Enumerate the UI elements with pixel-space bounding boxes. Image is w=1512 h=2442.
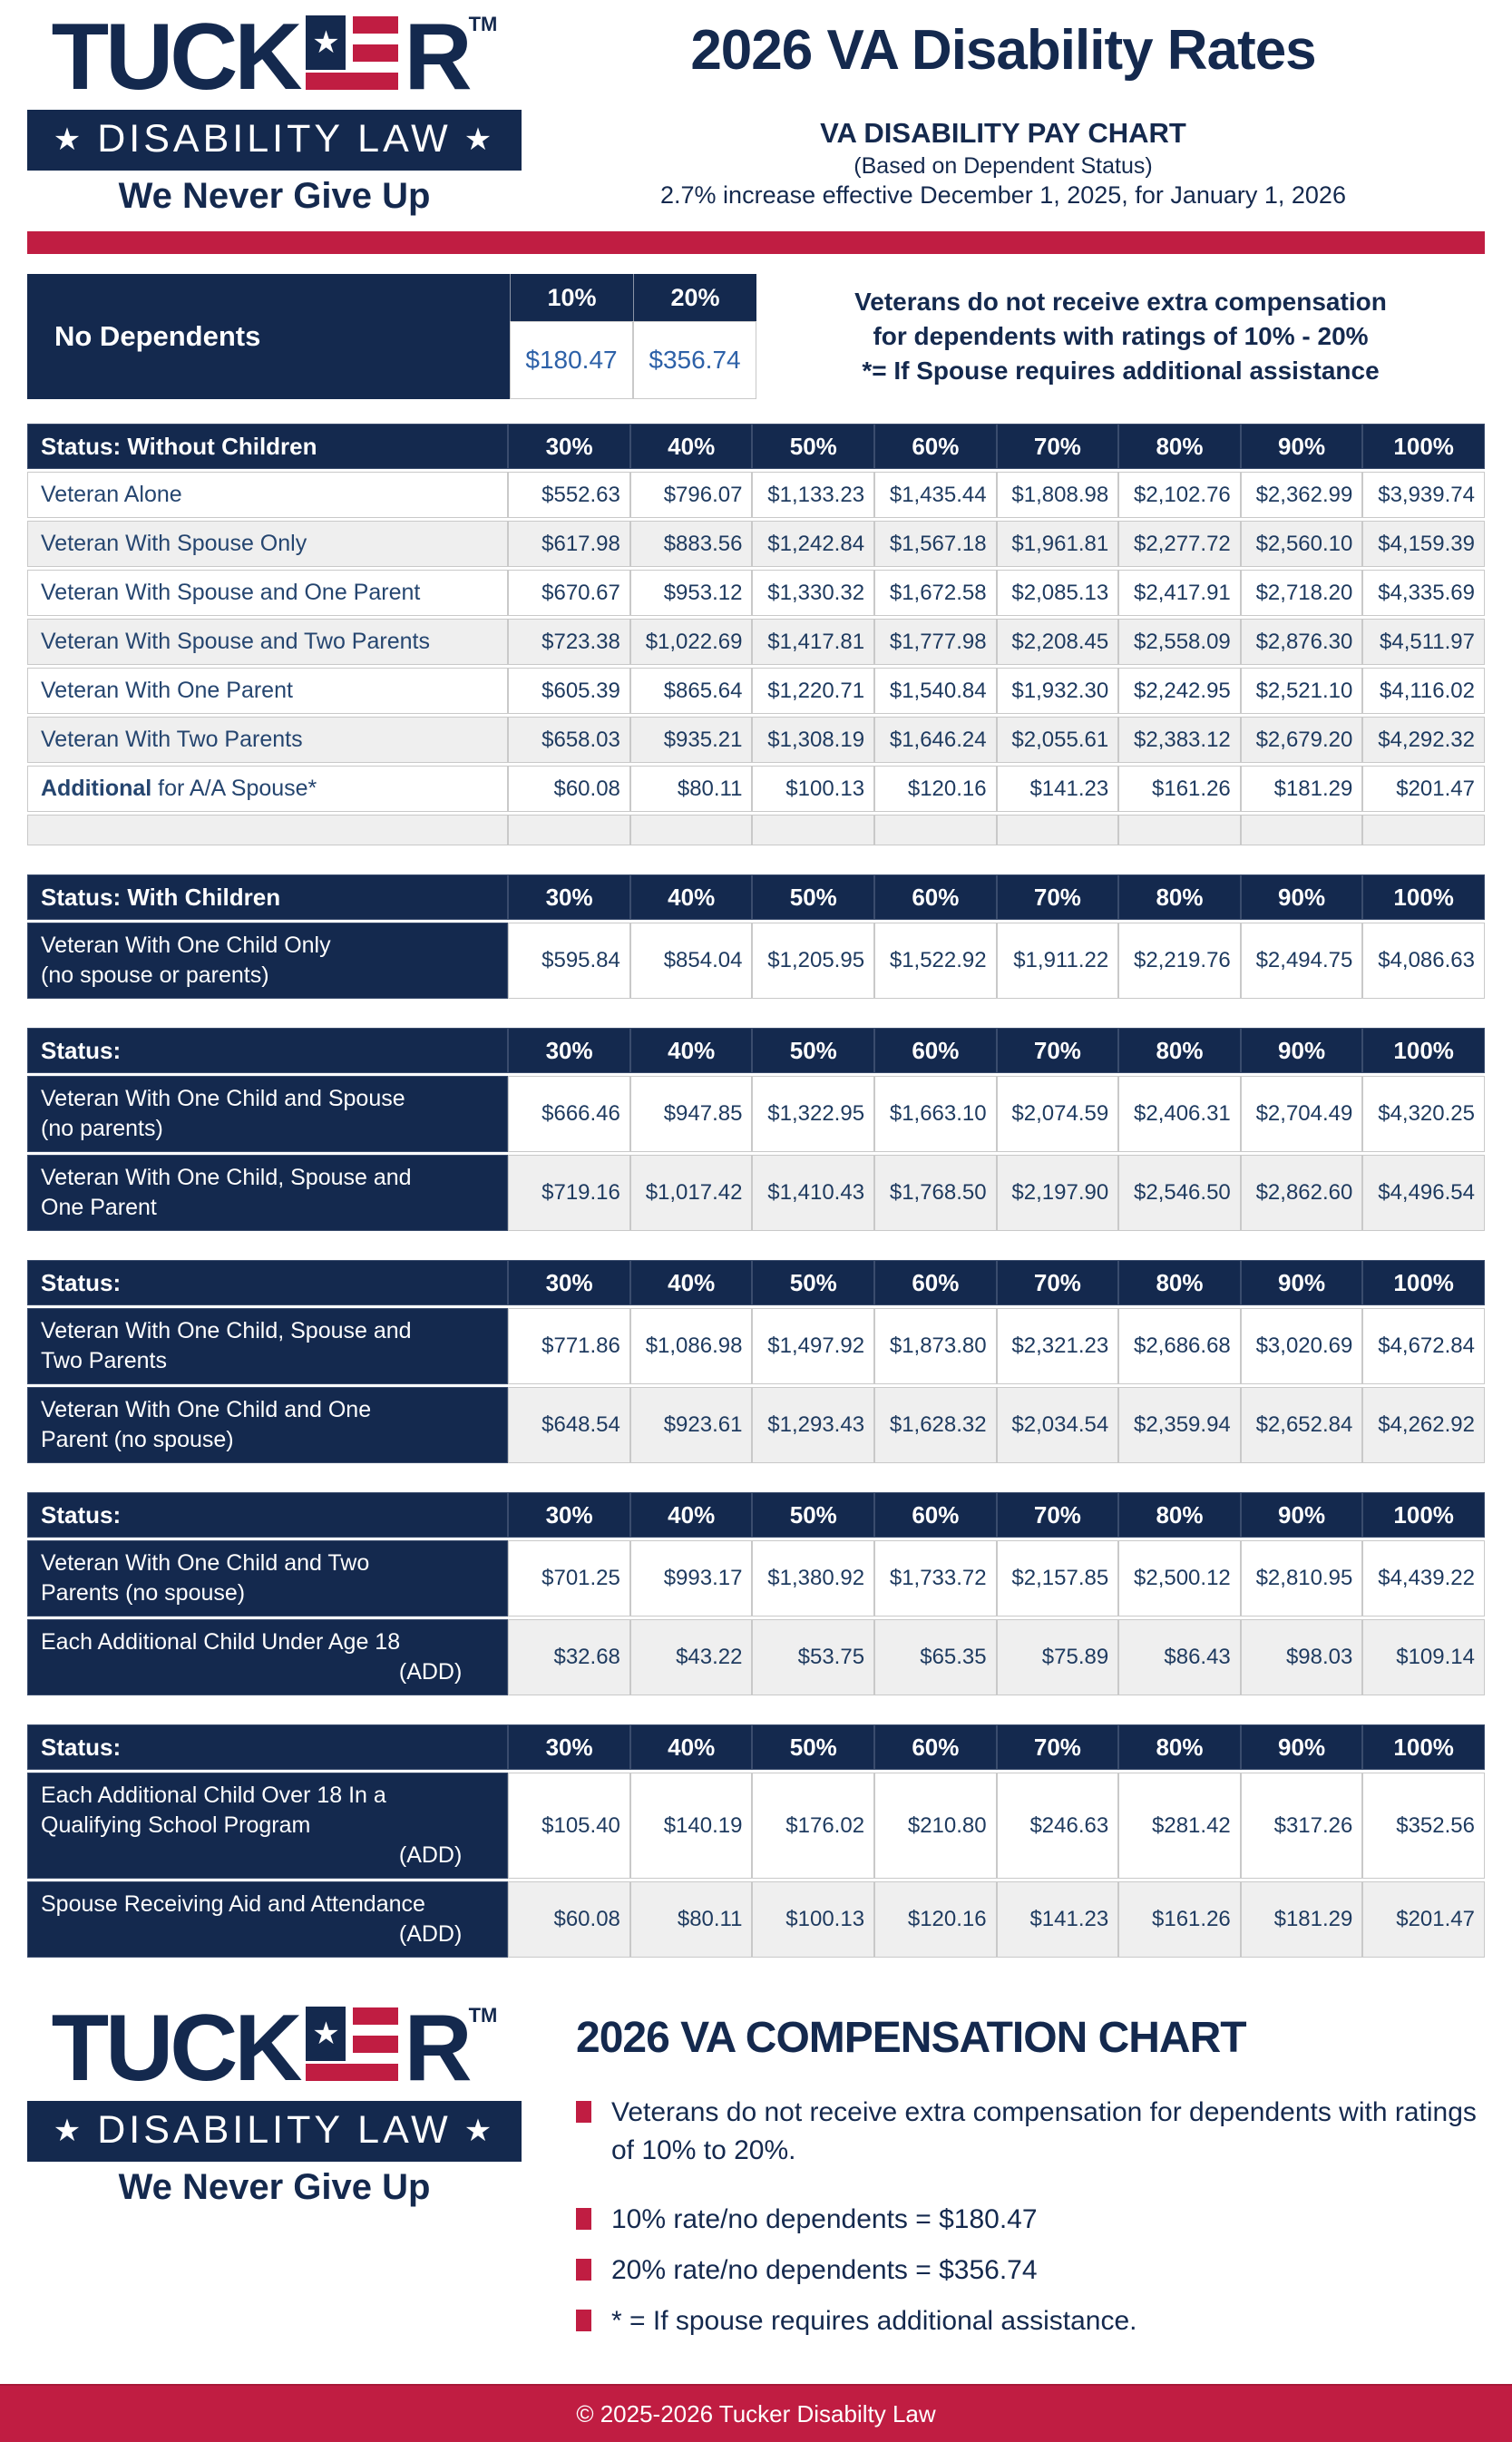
table-row [27, 619, 1485, 665]
rate-value-cell: $1,540.84 [874, 668, 997, 714]
row-label: Veteran With One Child, Spouse and One Parent [27, 1155, 508, 1231]
rate-value-cell: $246.63 [997, 1773, 1119, 1879]
row-label: Additional for A/A Spouse* [27, 766, 508, 812]
table-status-header: Status: [27, 1028, 508, 1073]
percent-column-header: 90% [1241, 1260, 1363, 1305]
percent-column-header: 80% [1118, 1028, 1241, 1073]
rate-value-cell: $2,862.60 [1241, 1155, 1363, 1231]
add-tag: (ADD) [398, 1921, 463, 1947]
rate-value-cell: $100.13 [752, 766, 874, 812]
rate-value-cell: $1,663.10 [874, 1076, 997, 1152]
rate-value-cell: $201.47 [1362, 1881, 1485, 1958]
rate-value-cell: $1,017.42 [630, 1155, 753, 1231]
rate-value-cell: $701.25 [508, 1540, 630, 1617]
percent-column-header: 50% [752, 874, 874, 920]
rate-value-cell: $2,034.54 [997, 1387, 1119, 1463]
rate-value-cell: $4,320.25 [1362, 1076, 1485, 1152]
rate-value-cell: $1,672.58 [874, 570, 997, 616]
rate-value-cell: $53.75 [752, 1619, 874, 1695]
rate-value-cell: $60.08 [508, 766, 630, 812]
rate-value-cell: $2,704.49 [1241, 1076, 1363, 1152]
rate-value-cell: $4,116.02 [1362, 668, 1485, 714]
rate-value-cell: $796.07 [630, 472, 753, 518]
flag-canton-star-icon: ★ [306, 15, 346, 70]
rate-value-cell: $1,808.98 [997, 472, 1119, 518]
percent-column-header: 40% [630, 874, 753, 920]
rate-value-cell: $658.03 [508, 717, 630, 763]
rate-value-cell: $86.43 [1118, 1619, 1241, 1695]
rate-value-cell: $2,208.45 [997, 619, 1119, 665]
rate-value-cell: $935.21 [630, 717, 753, 763]
rate-value-cell: $3,020.69 [1241, 1308, 1363, 1384]
rate-value-cell: $1,646.24 [874, 717, 997, 763]
rate-value-cell: $2,560.10 [1241, 521, 1363, 567]
percent-column-header: 40% [630, 1724, 753, 1770]
table-row [27, 1619, 1485, 1695]
rate-value-cell: $1,322.95 [752, 1076, 874, 1152]
bottom-section [27, 1996, 1485, 2353]
note-line-3: *= If Spouse requires additional assistance [862, 356, 1380, 385]
no-dependents-col-10: 10% [510, 274, 633, 321]
subtitle: VA DISABILITY PAY CHART [820, 117, 1186, 149]
rate-value-cell: $947.85 [630, 1076, 753, 1152]
rate-value-cell: $552.63 [508, 472, 630, 518]
red-divider-bar [27, 231, 1485, 254]
rate-value-cell: $2,500.12 [1118, 1540, 1241, 1617]
trademark-symbol: TM [468, 2004, 498, 2027]
row-label: Veteran Alone [27, 472, 508, 518]
rate-value-cell: $1,410.43 [752, 1155, 874, 1231]
rate-value-cell: $1,768.50 [874, 1155, 997, 1231]
rate-value-cell: $1,330.32 [752, 570, 874, 616]
row-label: Veteran With One Child and One Parent (no spouse) [27, 1387, 508, 1463]
rate-value-cell: $75.89 [997, 1619, 1119, 1695]
rate-value-cell: $1,293.43 [752, 1387, 874, 1463]
percent-column-header: 90% [1241, 424, 1363, 469]
rate-value-cell: $98.03 [1241, 1619, 1363, 1695]
table-row [27, 766, 1485, 812]
rate-value-cell: $617.98 [508, 521, 630, 567]
percent-column-header: 30% [508, 1260, 630, 1305]
bullet-square-icon [576, 2101, 591, 2123]
table-row [27, 472, 1485, 518]
table-status-header: Status: [27, 1492, 508, 1538]
rate-value-cell: $109.14 [1362, 1619, 1485, 1695]
flag-icon [306, 15, 398, 103]
logo-word-end: R [404, 5, 469, 110]
rate-value-cell: $1,133.23 [752, 472, 874, 518]
no-dependents-col-20: 20% [633, 274, 756, 321]
rate-value-cell: $2,679.20 [1241, 717, 1363, 763]
rate-value-cell: $43.22 [630, 1619, 753, 1695]
bullet-text: 20% rate/no dependents = $356.74 [611, 2255, 1038, 2285]
note-line-1: Veterans do not receive extra compensation [854, 288, 1387, 316]
rate-value-cell: $281.42 [1118, 1773, 1241, 1879]
table-row [27, 1540, 1485, 1617]
rate-value-cell: $2,242.95 [1118, 668, 1241, 714]
rate-value-cell: $865.64 [630, 668, 753, 714]
star-icon: ★ [463, 122, 496, 157]
no-dependents-rate-20: $356.74 [633, 321, 756, 399]
rate-value-cell: $1,628.32 [874, 1387, 997, 1463]
rate-value-cell: $60.08 [508, 1881, 630, 1958]
rate-table [27, 872, 1485, 1001]
logo-disability-law-bar [27, 110, 522, 171]
logo-tagline: We Never Give Up [118, 176, 431, 216]
rate-value-cell: $100.13 [752, 1881, 874, 1958]
percent-column-header: 60% [874, 1724, 997, 1770]
percent-column-header: 40% [630, 1260, 753, 1305]
rate-value-cell: $4,511.97 [1362, 619, 1485, 665]
rate-value-cell: $2,362.99 [1241, 472, 1363, 518]
rate-value-cell: $1,380.92 [752, 1540, 874, 1617]
flag-icon [306, 2007, 398, 2094]
percent-column-header: 70% [997, 1492, 1119, 1538]
table-row [27, 1308, 1485, 1384]
rate-value-cell: $181.29 [1241, 1881, 1363, 1958]
rate-value-cell: $2,876.30 [1241, 619, 1363, 665]
table-row [27, 1076, 1485, 1152]
rate-value-cell: $2,055.61 [997, 717, 1119, 763]
rate-value-cell: $4,292.32 [1362, 717, 1485, 763]
percent-column-header: 50% [752, 1260, 874, 1305]
copyright-text: © 2025-2026 Tucker Disabilty Law [576, 2399, 936, 2427]
rate-value-cell: $1,022.69 [630, 619, 753, 665]
rate-value-cell: $140.19 [630, 1773, 753, 1879]
rate-value-cell: $2,558.09 [1118, 619, 1241, 665]
bullet-text: 10% rate/no dependents = $180.47 [611, 2204, 1038, 2234]
row-label: Veteran With Two Parents [27, 717, 508, 763]
rate-value-cell: $670.67 [508, 570, 630, 616]
no-dependents-section [27, 274, 1485, 399]
rate-value-cell: $4,439.22 [1362, 1540, 1485, 1617]
row-label: Veteran With One Child Only (no spouse or parents) [27, 923, 508, 999]
rate-value-cell: $1,308.19 [752, 717, 874, 763]
percent-column-header: 60% [874, 1260, 997, 1305]
bullet-item [576, 2302, 1485, 2340]
rate-value-cell: $120.16 [874, 1881, 997, 1958]
rate-value-cell: $201.47 [1362, 766, 1485, 812]
percent-column-header: 100% [1362, 1260, 1485, 1305]
no-dependents-rate-10: $180.47 [510, 321, 633, 399]
rate-value-cell: $854.04 [630, 923, 753, 999]
percent-column-header: 70% [997, 1028, 1119, 1073]
percent-column-header: 100% [1362, 874, 1485, 920]
rate-table [27, 421, 1485, 848]
rate-value-cell: $1,497.92 [752, 1308, 874, 1384]
rate-value-cell: $2,321.23 [997, 1308, 1119, 1384]
table-row [27, 1881, 1485, 1958]
rate-value-cell: $2,219.76 [1118, 923, 1241, 999]
percent-column-header: 60% [874, 1492, 997, 1538]
subtitle-basis: (Based on Dependent Status) [854, 153, 1153, 179]
table-row [27, 1387, 1485, 1463]
table-row [27, 521, 1485, 567]
row-label: Veteran With Spouse Only [27, 521, 508, 567]
rate-value-cell: $4,335.69 [1362, 570, 1485, 616]
rate-value-cell: $595.84 [508, 923, 630, 999]
spacer-row [27, 815, 1485, 845]
rate-value-cell: $32.68 [508, 1619, 630, 1695]
rate-value-cell: $1,961.81 [997, 521, 1119, 567]
rate-value-cell: $648.54 [508, 1387, 630, 1463]
percent-column-header: 80% [1118, 424, 1241, 469]
rate-value-cell: $2,102.76 [1118, 472, 1241, 518]
rate-value-cell: $2,359.94 [1118, 1387, 1241, 1463]
rate-value-cell: $105.40 [508, 1773, 630, 1879]
rate-value-cell: $1,911.22 [997, 923, 1119, 999]
percent-column-header: 50% [752, 1028, 874, 1073]
percent-column-header: 50% [752, 1492, 874, 1538]
percent-column-header: 50% [752, 1724, 874, 1770]
star-icon: ★ [463, 2113, 496, 2148]
bullet-item [576, 2201, 1485, 2239]
logo-tagline: We Never Give Up [118, 2167, 431, 2207]
percent-column-header: 70% [997, 1724, 1119, 1770]
rate-value-cell: $719.16 [508, 1155, 630, 1231]
logo-disability-law-bar [27, 2101, 522, 2162]
percent-column-header: 90% [1241, 1028, 1363, 1073]
rate-value-cell: $2,277.72 [1118, 521, 1241, 567]
footer-bar [0, 2384, 1512, 2442]
rate-value-cell: $993.17 [630, 1540, 753, 1617]
rate-value-cell: $1,522.92 [874, 923, 997, 999]
rate-table [27, 1257, 1485, 1466]
header-titles [522, 13, 1485, 210]
rate-value-cell: $2,810.95 [1241, 1540, 1363, 1617]
compensation-note [756, 274, 1485, 387]
row-label: Each Additional Child Under Age 18 (ADD) [27, 1619, 508, 1695]
bullet-square-icon [576, 2208, 591, 2230]
percent-column-header: 70% [997, 424, 1119, 469]
rate-table [27, 1722, 1485, 1960]
note-line-2: for dependents with ratings of 10% - 20% [873, 321, 1369, 350]
rate-value-cell: $161.26 [1118, 766, 1241, 812]
rate-value-cell: $1,873.80 [874, 1308, 997, 1384]
row-label: Veteran With One Parent [27, 668, 508, 714]
row-label: Veteran With One Child and Two Parents (no spouse) [27, 1540, 508, 1617]
rate-value-cell: $1,733.72 [874, 1540, 997, 1617]
rate-value-cell: $1,086.98 [630, 1308, 753, 1384]
subtitle-increase: 2.7% increase effective December 1, 2025, for January 1, 2026 [660, 181, 1346, 209]
rate-value-cell: $2,085.13 [997, 570, 1119, 616]
row-label: Veteran With Spouse and One Parent [27, 570, 508, 616]
no-dependents-table [27, 274, 756, 399]
percent-column-header: 40% [630, 1492, 753, 1538]
header [27, 5, 1485, 217]
percent-column-header: 100% [1362, 1724, 1485, 1770]
rate-value-cell: $3,939.74 [1362, 472, 1485, 518]
rate-value-cell: $2,494.75 [1241, 923, 1363, 999]
star-icon: ★ [53, 2113, 85, 2148]
rate-value-cell: $2,521.10 [1241, 668, 1363, 714]
percent-column-header: 100% [1362, 1028, 1485, 1073]
rate-value-cell: $2,686.68 [1118, 1308, 1241, 1384]
logo-word-end: R [404, 1996, 469, 2101]
percent-column-header: 60% [874, 1028, 997, 1073]
add-tag: (ADD) [398, 1659, 463, 1685]
percent-column-header: 100% [1362, 1492, 1485, 1538]
rate-value-cell: $1,777.98 [874, 619, 997, 665]
percent-column-header: 80% [1118, 874, 1241, 920]
rate-table [27, 1490, 1485, 1698]
bullet-item [576, 2094, 1485, 2170]
rate-value-cell: $1,435.44 [874, 472, 997, 518]
rate-value-cell: $181.29 [1241, 766, 1363, 812]
percent-column-header: 80% [1118, 1724, 1241, 1770]
table-row [27, 923, 1485, 999]
table-status-header: Status: With Children [27, 874, 508, 920]
rate-value-cell: $120.16 [874, 766, 997, 812]
rate-value-cell: $2,417.91 [1118, 570, 1241, 616]
percent-column-header: 90% [1241, 1724, 1363, 1770]
percent-column-header: 60% [874, 874, 997, 920]
percent-column-header: 70% [997, 1260, 1119, 1305]
rate-value-cell: $723.38 [508, 619, 630, 665]
percent-column-header: 40% [630, 1028, 753, 1073]
row-label: Spouse Receiving Aid and Attendance (ADD) [27, 1881, 508, 1958]
bullet-list [576, 2094, 1485, 2340]
percent-column-header: 30% [508, 1492, 630, 1538]
rate-value-cell: $1,205.95 [752, 923, 874, 999]
rate-value-cell: $4,159.39 [1362, 521, 1485, 567]
percent-column-header: 30% [508, 424, 630, 469]
rate-value-cell: $1,220.71 [752, 668, 874, 714]
compensation-chart-summary [522, 2004, 1485, 2353]
logo-bar-text: DISABILITY LAW [97, 2108, 452, 2152]
rate-value-cell: $2,546.50 [1118, 1155, 1241, 1231]
rate-value-cell: $4,496.54 [1362, 1155, 1485, 1231]
table-row [27, 668, 1485, 714]
rate-value-cell: $65.35 [874, 1619, 997, 1695]
bullet-square-icon [576, 2310, 591, 2331]
rate-value-cell: $605.39 [508, 668, 630, 714]
rate-value-cell: $666.46 [508, 1076, 630, 1152]
percent-column-header: 50% [752, 424, 874, 469]
trademark-symbol: TM [468, 13, 498, 35]
rate-value-cell: $210.80 [874, 1773, 997, 1879]
rate-value-cell: $141.23 [997, 766, 1119, 812]
table-row [27, 717, 1485, 763]
percent-column-header: 70% [997, 874, 1119, 920]
rate-value-cell: $176.02 [752, 1773, 874, 1879]
percent-column-header: 30% [508, 1724, 630, 1770]
table-status-header: Status: Without Children [27, 424, 508, 469]
star-icon: ★ [53, 122, 85, 157]
row-label: Each Additional Child Over 18 In a Qualifying School Program (ADD) [27, 1773, 508, 1879]
rate-value-cell: $4,672.84 [1362, 1308, 1485, 1384]
percent-column-header: 90% [1241, 874, 1363, 920]
percent-column-header: 80% [1118, 1260, 1241, 1305]
logo-word-start: TUCK [51, 1996, 299, 2101]
rate-value-cell: $2,383.12 [1118, 717, 1241, 763]
percent-column-header: 30% [508, 874, 630, 920]
rate-value-cell: $2,197.90 [997, 1155, 1119, 1231]
rate-value-cell: $883.56 [630, 521, 753, 567]
bullet-item [576, 2252, 1485, 2290]
bullet-text: * = If spouse requires additional assistance. [611, 2306, 1137, 2336]
rate-value-cell: $1,242.84 [752, 521, 874, 567]
table-row [27, 1155, 1485, 1231]
page-title: 2026 VA Disability Rates [690, 19, 1316, 82]
logo-wordmark [27, 5, 522, 110]
table-status-header: Status: [27, 1260, 508, 1305]
rate-value-cell: $923.61 [630, 1387, 753, 1463]
logo-word-start: TUCK [51, 5, 299, 110]
add-tag: (ADD) [398, 1842, 463, 1868]
row-label: Veteran With Spouse and Two Parents [27, 619, 508, 665]
percent-column-header: 30% [508, 1028, 630, 1073]
rate-value-cell: $80.11 [630, 1881, 753, 1958]
rate-value-cell: $161.26 [1118, 1881, 1241, 1958]
rate-value-cell: $4,086.63 [1362, 923, 1485, 999]
tucker-logo [27, 1996, 522, 2208]
rate-value-cell: $2,718.20 [1241, 570, 1363, 616]
row-label: Veteran With One Child, Spouse and Two Parents [27, 1308, 508, 1384]
bullet-text: Veterans do not receive extra compensation for dependents with ratings of 10% to 20%. [611, 2097, 1477, 2165]
tucker-logo [27, 5, 522, 217]
percent-column-header: 90% [1241, 1492, 1363, 1538]
rate-table [27, 1025, 1485, 1234]
rate-value-cell: $2,652.84 [1241, 1387, 1363, 1463]
percent-column-header: 80% [1118, 1492, 1241, 1538]
rate-value-cell: $141.23 [997, 1881, 1119, 1958]
table-row [27, 570, 1485, 616]
bullet-square-icon [576, 2259, 591, 2281]
compensation-chart-title: 2026 VA COMPENSATION CHART [576, 2014, 1246, 2062]
percent-column-header: 40% [630, 424, 753, 469]
rate-value-cell: $80.11 [630, 766, 753, 812]
rate-value-cell: $2,406.31 [1118, 1076, 1241, 1152]
percent-column-header: 100% [1362, 424, 1485, 469]
table-row [27, 1773, 1485, 1879]
rate-value-cell: $1,932.30 [997, 668, 1119, 714]
rate-value-cell: $953.12 [630, 570, 753, 616]
rate-tables [27, 421, 1485, 1960]
table-status-header: Status: [27, 1724, 508, 1770]
percent-column-header: 60% [874, 424, 997, 469]
rate-value-cell: $771.86 [508, 1308, 630, 1384]
rate-value-cell: $4,262.92 [1362, 1387, 1485, 1463]
rate-value-cell: $1,417.81 [752, 619, 874, 665]
logo-bar-text: DISABILITY LAW [97, 117, 452, 161]
no-dependents-label: No Dependents [27, 274, 510, 399]
rate-value-cell: $1,567.18 [874, 521, 997, 567]
rate-value-cell: $2,157.85 [997, 1540, 1119, 1617]
rate-value-cell: $2,074.59 [997, 1076, 1119, 1152]
logo-wordmark [27, 1996, 522, 2101]
row-label: Veteran With One Child and Spouse (no parents) [27, 1076, 508, 1152]
rate-value-cell: $352.56 [1362, 1773, 1485, 1879]
flag-canton-star-icon: ★ [306, 2007, 346, 2061]
rate-value-cell: $317.26 [1241, 1773, 1363, 1879]
